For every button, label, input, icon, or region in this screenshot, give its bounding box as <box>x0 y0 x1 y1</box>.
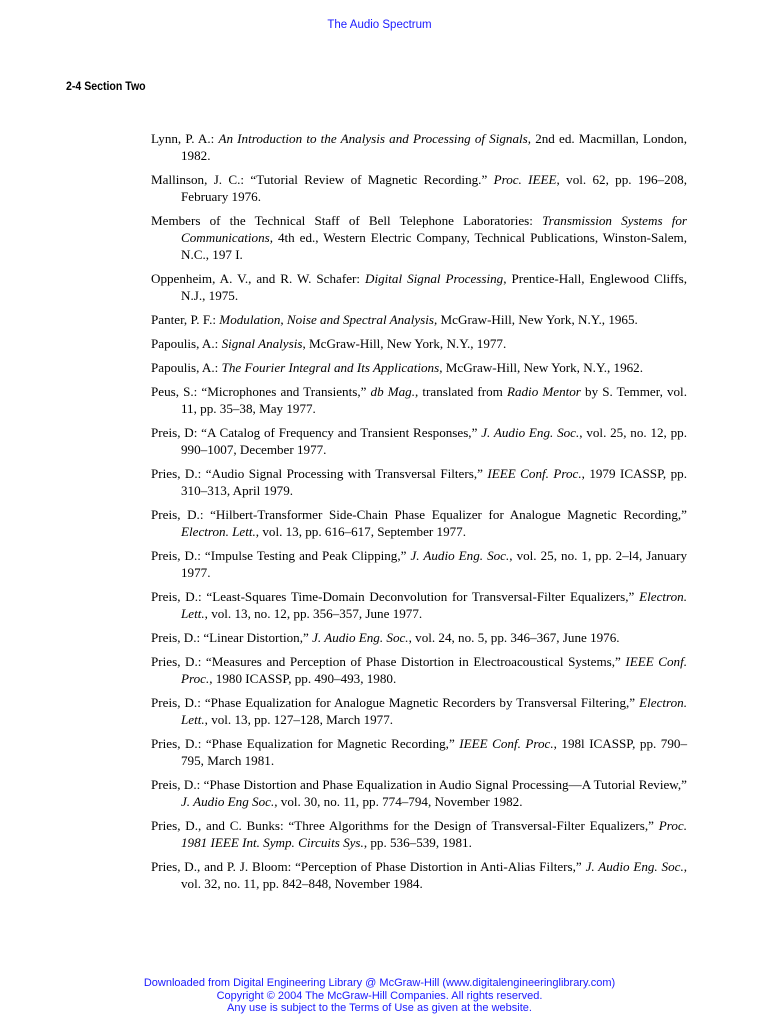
reference-italic-text: Signal Analysis <box>221 336 303 351</box>
reference-text: , vol. 13, pp. 616–617, September 1977. <box>255 524 467 539</box>
reference-entry <box>151 383 687 417</box>
reference-italic-text: Radio Mentor <box>506 384 581 399</box>
reference-entry <box>151 588 687 622</box>
reference-text: Preis, D.: “Impulse Testing and Peak Clipping,” <box>151 548 411 563</box>
reference-text: , vol. 30, no. 11, pp. 774–794, November 1982. <box>274 794 523 809</box>
reference-entry <box>151 171 687 205</box>
reference-entry <box>151 270 687 304</box>
reference-italic-text: J. Audio Eng. Soc. <box>585 859 684 874</box>
reference-text: Members of the Technical Staff of Bell Telephone Laboratories: <box>151 213 543 228</box>
reference-entry <box>151 212 687 263</box>
reference-italic-text: Proc. IEEE <box>493 172 557 187</box>
reference-italic-text: An Introduction to the Analysis and Processing of Signals, <box>218 131 532 146</box>
reference-entry <box>151 424 687 458</box>
reference-entry <box>151 694 687 728</box>
reference-text: , vol. 13, no. 12, pp. 356–357, June 1977. <box>204 606 423 621</box>
reference-text: , vol. 32, no. 11, pp. 842–848, November 1984. <box>181 859 687 891</box>
reference-entry <box>151 506 687 540</box>
reference-italic-text: J. Audio Eng Soc. <box>181 794 275 809</box>
reference-text: , 198l ICASSP, pp. 790–795, March 1981. <box>181 736 687 768</box>
reference-text: , Prentice-Hall, Englewood Cliffs, N.J., 1975. <box>181 271 688 303</box>
reference-italic-text: db Mag. <box>370 384 415 399</box>
reference-italic-text: The Fourier Integral and Its Applications, <box>221 360 443 375</box>
reference-entry <box>151 776 687 810</box>
reference-text: , vol. 24, no. 5, pp. 346–367, June 1976. <box>408 630 620 645</box>
reference-entry <box>151 653 687 687</box>
reference-entry <box>151 858 687 892</box>
reference-text: Preis, D.: “Hilbert-Transformer Side-Chain Phase Equalizer for Analogue Magnetic Recording,” <box>151 507 687 522</box>
reference-text: McGraw-Hill, New York, N.Y., 1965. <box>437 312 638 327</box>
reference-text: Preis, D.: “Linear Distortion,” <box>151 630 313 645</box>
reference-entry <box>151 465 687 499</box>
reference-text: McGraw-Hill, New York, N.Y., 1962. <box>442 360 643 375</box>
reference-text: Papoulis, A.: <box>151 360 222 375</box>
reference-text: Mallinson, J. C.: “Tutorial Review of Magnetic Recording.” <box>151 172 494 187</box>
reference-entry <box>151 817 687 851</box>
reference-text: Pries, D., and C. Bunks: “Three Algorithms for the Design of Transversal-Filter Equalizers,” <box>151 818 659 833</box>
footer-download-line[interactable]: Downloaded from Digital Engineering Library @ McGraw-Hill (www.digitalengineeringlibrary.com) <box>143 977 616 989</box>
reference-text: Preis, D: “A Catalog of Frequency and Transient Responses,” <box>151 425 482 440</box>
reference-italic-text: IEEE Conf. Proc. <box>459 736 554 751</box>
reference-italic-text: Electron. Lett. <box>181 695 687 727</box>
running-title: The Audio Spectrum <box>327 19 432 31</box>
reference-italic-text: IEEE Conf. Proc. <box>487 466 582 481</box>
footer-copyright-line[interactable]: Copyright © 2004 The McGraw-Hill Companies. All rights reserved. <box>216 989 543 1002</box>
reference-entry <box>151 335 687 352</box>
reference-italic-text: Digital Signal Processing <box>365 271 504 286</box>
reference-text: Pries, D., and P. J. Bloom: “Perception of Phase Distortion in Anti-Alias Filters,” <box>151 859 586 874</box>
reference-text: Pries, D.: “Phase Equalization for Magnetic Recording,” <box>151 736 460 751</box>
reference-text: , McGraw-Hill, New York, N.Y., 1977. <box>302 336 507 351</box>
reference-text: by S. Temmer, vol. 11, pp. 35–38, May 1977. <box>181 384 687 416</box>
reference-text: 4th ed., Western Electric Company, Technical Publications, Winston-Salem, N.C., 197 I. <box>181 230 687 262</box>
reference-list <box>151 130 687 899</box>
reference-text: Pries, D.: “Audio Signal Processing with Transversal Filters,” <box>151 466 488 481</box>
reference-text: 2nd ed. Macmillan, London, 1982. <box>181 131 687 163</box>
reference-text: Preis, D.: “Phase Equalization for Analogue Magnetic Recorders by Transversal Filtering,” <box>151 695 640 710</box>
reference-text: , 1980 ICASSP, pp. 490–493, 1980. <box>209 671 397 686</box>
reference-text: , vol. 62, pp. 196–208, February 1976. <box>181 172 687 204</box>
reference-text: Papoulis, A.: <box>151 336 222 351</box>
footer <box>0 977 759 1015</box>
reference-italic-text: J. Audio Eng. Soc. <box>481 425 580 440</box>
reference-text: , vol. 25, no. 1, pp. 2–l4, January 1977. <box>181 548 687 580</box>
reference-text: , vol. 13, pp. 127–128, March 1977. <box>204 712 394 727</box>
reference-text: , 1979 ICASSP, pp. 310–313, April 1979. <box>181 466 687 498</box>
reference-text: Pries, D.: “Measures and Perception of Phase Distortion in Electroacoustical Systems,” <box>151 654 626 669</box>
reference-text: Panter, P. F.: <box>151 312 220 327</box>
reference-text: , pp. 536–539, 1981. <box>363 835 472 850</box>
reference-entry <box>151 629 687 646</box>
reference-italic-text: IEEE Conf. Proc. <box>181 654 687 686</box>
reference-entry <box>151 130 687 164</box>
reference-text: Preis, D.: “Phase Distortion and Phase Equalization in Audio Signal Processing—A Tutorial Review,” <box>151 777 687 792</box>
reference-text: Oppenheim, A. V., and R. W. Schafer: <box>151 271 366 286</box>
reference-text: , vol. 25, no. 12, pp. 990–1007, December 1977. <box>181 425 687 457</box>
reference-entry <box>151 359 687 376</box>
reference-italic-text: Modulation, Noise and Spectral Analysis, <box>219 312 438 327</box>
reference-text: Preis, D.: “Least-Squares Time-Domain Deconvolution for Transversal-Filter Equalizers,” <box>151 589 640 604</box>
reference-italic-text: Electron. Lett. <box>181 524 256 539</box>
section-label: 2-4 Section Two <box>66 79 146 93</box>
reference-text: Lynn, P. A.: <box>151 131 219 146</box>
footer-terms-line[interactable]: Any use is subject to the Terms of Use as given at the website. <box>227 1002 532 1014</box>
reference-italic-text: Proc. 1981 IEEE Int. Symp. Circuits Sys. <box>181 818 687 850</box>
reference-entry <box>151 547 687 581</box>
reference-entry <box>151 311 687 328</box>
reference-italic-text: J. Audio Eng. Soc. <box>312 630 409 645</box>
reference-text: Peus, S.: “Microphones and Transients,” <box>151 384 371 399</box>
reference-italic-text: Electron. Lett. <box>181 589 687 621</box>
reference-italic-text: J. Audio Eng. Soc. <box>410 548 510 563</box>
reference-italic-text: Transmission Systems for Communications, <box>181 213 687 245</box>
reference-text: , translated from <box>415 384 507 399</box>
reference-entry <box>151 735 687 769</box>
